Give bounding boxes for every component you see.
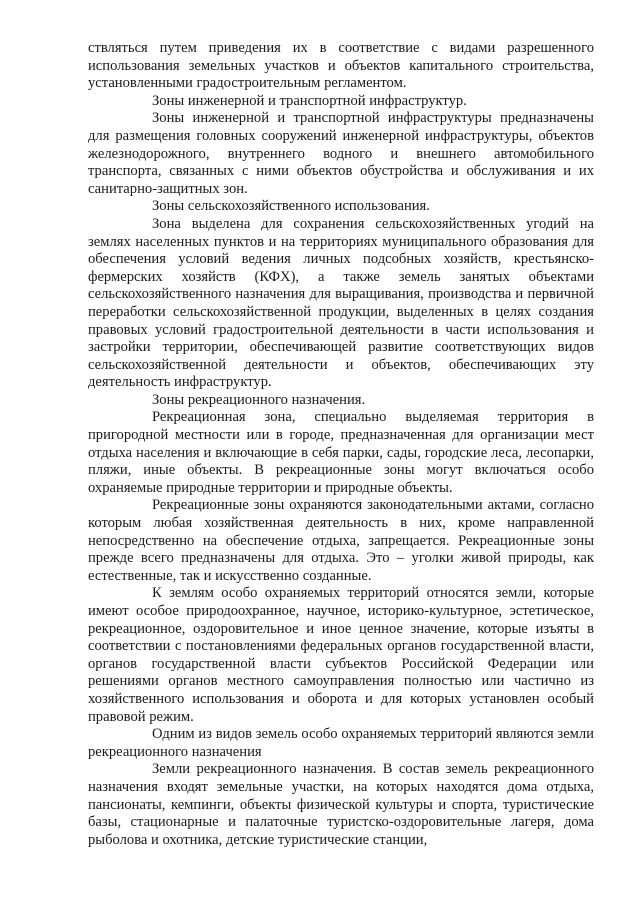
section-heading-recreation: Зоны рекреационного назначения. <box>152 391 366 408</box>
paragraph-recreation-lands: Земли рекреационного назначения. В состав земель рекреационного назначения входят земельные участки, на которых находятся дома отдыха, пансионаты, кемпинги, объекты физической культуры и спорта, туристические базы, стационарные и палаточные туристско-оздоровительные лагеря, дома рыболова и охотника, детские туристические станции, <box>88 761 594 848</box>
paragraph-recreation-zone: Рекреационная зона, специально выделяемая территория в пригородной местности или в городе, предназначенная для организации мест отдыха населения и включающие в себя парки, сады, городские леса, лесопарки, пляжи, иные объекты. В рекреационные зоны могут включаться особо охраняемые природные территории и природные объекты. <box>88 409 594 496</box>
paragraph-agriculture: Зона выделена для сохранения сельскохозяйственных угодий на землях населенных пунктов и на территориях муниципального образования для обеспечения условий ведения личных подсобных хозяйств, крестьянско-фермерских хозяйств (КФХ), а также земель занятых объектами сельскохозяйственного назначения для выращивания, производства и первичной переработки сельскохозяйственной продукции, выделенных в целях создания правовых условий градостроительной деятельности в части использования и застройки территории, обеспечивающей развитие соответствующих видов сельскохозяйственной деятельности и объектов, обеспечивающих эту деятельность инфраструктур. <box>88 215 594 391</box>
paragraph-protected-lands: К землям особо охраняемых территорий относятся земли, которые имеют особое природоохранное, научное, историко-культурное, эстетическое, рекреационное, оздоровительное и иное ценное значение, которые изъяты в соответствии с постановлениями федеральных органов государственной власти, органов государственной власти субъектов Российской Федерации или решениями органов местного самоуправления полностью или частично из хозяйственного использования и оборота и для которых установлен особый правовой режим. <box>88 585 594 725</box>
paragraph-continuation: ствляться путем приведения их в соответствие с видами разрешенного использования земельных участков и объектов капитального строительства, установленными градостроительным регламентом. <box>88 40 594 92</box>
paragraph-recreation-protection: Рекреационные зоны охраняются законодательными актами, согласно которым любая хозяйственная деятельность в них, кроме направленной непосредственно на обеспечение отдыха, запрещается. Рекреационные зоны прежде всего предназначены для отдыха. Это – уголки живой природы, как естественные, так и искусственно созданные. <box>88 497 594 584</box>
section-heading-infrastructure: Зоны инженерной и транспортной инфраструктур. <box>152 92 467 109</box>
paragraph-infrastructure: Зоны инженерной и транспортной инфраструктуры предназначены для размещения головных сооружений инженерной инфраструктуры, объектов железнодорожного, внутреннего водного и внешнего автомобильного транспорта, связанных с ними объектов обустройства и обслуживания и их санитарно-защитных зон. <box>88 110 594 197</box>
paragraph-protected-types: Одним из видов земель особо охраняемых территорий являются земли рекреационного назначения <box>88 726 594 760</box>
section-heading-agriculture: Зоны сельскохозяйственного использования. <box>152 198 430 215</box>
